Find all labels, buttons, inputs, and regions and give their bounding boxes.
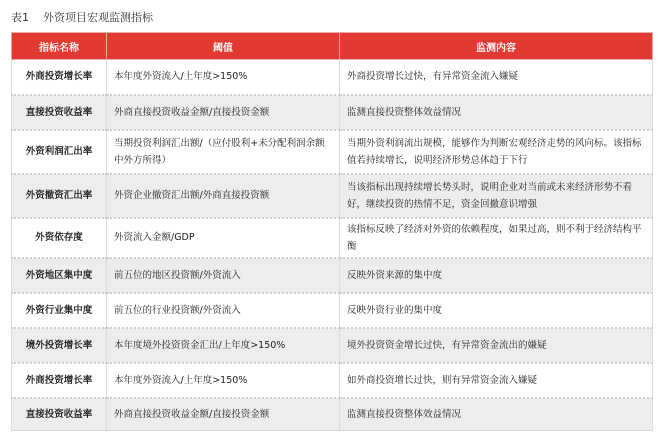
table-row	[12, 130, 653, 174]
indicator-name-cell: 境外投资增长率	[12, 328, 107, 363]
content-cell: 当该指标出现持续增长势头时，说明企业对当前或未来经济形势不看好，继续投资的热情不足，资金回撤意识增强	[340, 174, 653, 218]
header-threshold: 阈值	[107, 33, 340, 60]
content-cell: 境外投资资金增长过快，有异常资金流出的嫌疑	[340, 328, 653, 363]
table-row	[12, 398, 653, 431]
threshold-cell: 当期投资利润汇出额/（应付股利+未分配利润余额中外方所得）	[107, 130, 340, 174]
header-row	[12, 33, 653, 60]
indicator-name-cell: 外资地区集中度	[12, 258, 107, 293]
table-caption	[11, 9, 153, 25]
content-cell: 监测直接投资整体效益情况	[340, 398, 653, 431]
header-indicator-name: 指标名称	[12, 33, 107, 60]
indicator-table	[11, 32, 653, 431]
threshold-cell: 本年度外资流入/上年度>150%	[107, 60, 340, 95]
table-row	[12, 174, 653, 218]
indicator-name-cell: 外资行业集中度	[12, 293, 107, 328]
content-cell: 反映外资行业的集中度	[340, 293, 653, 328]
table-row	[12, 95, 653, 130]
table-row	[12, 60, 653, 95]
indicator-name-cell: 外资利润汇出率	[12, 130, 107, 174]
indicator-name-cell: 直接投资收益率	[12, 95, 107, 130]
indicator-name-cell: 外资撤资汇出率	[12, 174, 107, 218]
content-cell: 反映外资来源的集中度	[340, 258, 653, 293]
table-row	[12, 258, 653, 293]
table-title: 外资项目宏观监测指标	[43, 11, 153, 24]
table-row	[12, 293, 653, 328]
table-row	[12, 218, 653, 258]
threshold-cell: 外资企业撤资汇出额/外商直接投资额	[107, 174, 340, 218]
content-cell: 外商投资增长过快，有异常资金流入嫌疑	[340, 60, 653, 95]
content-cell: 当期外资利润流出规模，能够作为判断宏观经济走势的风向标。该指标值若持续增长，说明经济形势总体趋于下行	[340, 130, 653, 174]
threshold-cell: 本年度外资流入/上年度>150%	[107, 363, 340, 398]
content-cell: 如外商投资增长过快，则有异常资金流入嫌疑	[340, 363, 653, 398]
content-cell: 该指标反映了经济对外资的依赖程度，如果过高，则不利于经济结构平衡	[340, 218, 653, 258]
threshold-cell: 外商直接投资收益金额/直接投资金额	[107, 398, 340, 431]
threshold-cell: 外商直接投资收益金额/直接投资金额	[107, 95, 340, 130]
table-row	[12, 328, 653, 363]
threshold-cell: 外资流入金额/GDP	[107, 218, 340, 258]
threshold-cell: 前五位的地区投资额/外资流入	[107, 258, 340, 293]
indicator-name-cell: 外商投资增长率	[12, 60, 107, 95]
threshold-cell: 前五位的行业投资额/外资流入	[107, 293, 340, 328]
table-row	[12, 363, 653, 398]
content-cell: 监测直接投资整体效益情况	[340, 95, 653, 130]
header-monitoring-content: 监测内容	[340, 33, 653, 60]
indicator-name-cell: 外商投资增长率	[12, 363, 107, 398]
table-number: 表1	[11, 11, 29, 24]
threshold-cell: 本年度境外投资资金汇出/上年度>150%	[107, 328, 340, 363]
indicator-name-cell: 直接投资收益率	[12, 398, 107, 431]
indicator-name-cell: 外资依存度	[12, 218, 107, 258]
